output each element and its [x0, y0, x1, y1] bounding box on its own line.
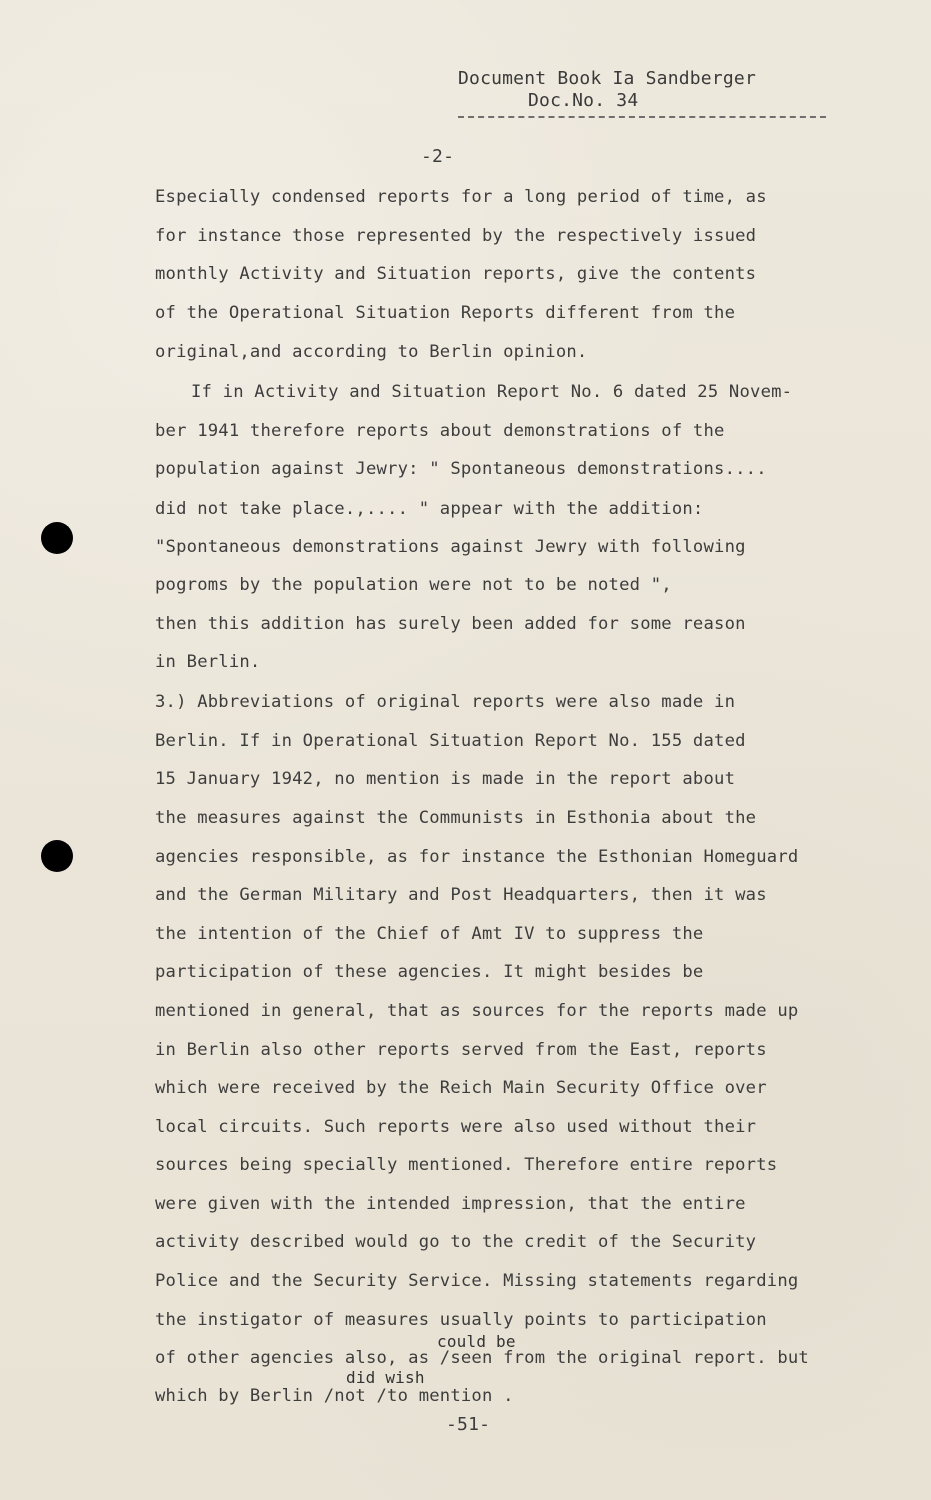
body-line-23: in Berlin also other reports served from the East, reports [155, 1040, 767, 1060]
body-line-13: in Berlin. [155, 652, 261, 672]
body-line-18: agencies responsible, as for instance the Esthonian Homeguard [155, 847, 799, 867]
body-line-2: for instance those represented by the respectively issued [155, 226, 757, 246]
body-line-24: which were received by the Reich Main Security Office over [155, 1078, 767, 1098]
body-line-5: original,and according to Berlin opinion. [155, 342, 588, 362]
body-line-32: which by Berlin /not /to mention . [155, 1386, 514, 1406]
body-line-12: then this addition has surely been added for some reason [155, 614, 746, 634]
body-line-11-text: pogroms by the population were not to be noted ", [155, 575, 672, 595]
body-line-10-text: "Spontaneous demonstrations against Jewry with following [155, 537, 746, 557]
body-line-31: of other agencies also, as /seen from the original report. but [155, 1348, 809, 1368]
body-line-27: were given with the intended impression, that the entire [155, 1194, 746, 1214]
body-line-26: sources being specially mentioned. Therefore entire reports [155, 1155, 778, 1175]
body-line-3: monthly Activity and Situation reports, give the contents [155, 264, 757, 284]
body-line-21: participation of these agencies. It might besides be [155, 962, 704, 982]
document-number: Doc.No. 34 [528, 90, 639, 111]
body-line-4: of the Operational Situation Reports different from the [155, 303, 736, 323]
header-divider [458, 116, 826, 118]
inserted-words-could-be: could be [437, 1332, 516, 1351]
body-line-7: ber 1941 therefore reports about demonstrations of the [155, 421, 725, 441]
body-line-17: the measures against the Communists in Esthonia about the [155, 808, 757, 828]
body-line-10 [155, 535, 746, 559]
body-line-6: If in Activity and Situation Report No. 6 dated 25 Novem- [191, 382, 793, 402]
body-line-28: activity described would go to the credit of the Security [155, 1232, 757, 1252]
body-line-1: Especially condensed reports for a long period of time, as [155, 187, 767, 207]
punch-hole-top [41, 522, 73, 554]
body-line-16: 15 January 1942, no mention is made in the report about [155, 769, 736, 789]
body-line-11 [155, 573, 672, 597]
page-marker: -2- [421, 146, 455, 167]
body-line-30: the instigator of measures usually points to participation [155, 1310, 767, 1330]
punch-hole-bottom [41, 840, 73, 872]
body-line-9: did not take place.,.... " appear with the addition: [155, 499, 704, 519]
body-line-8: population against Jewry: " Spontaneous demonstrations.... [155, 459, 767, 479]
body-line-14: 3.) Abbreviations of original reports were also made in [155, 692, 736, 712]
document-book-title: Document Book Ia Sandberger [458, 68, 756, 89]
body-line-15: Berlin. If in Operational Situation Report No. 155 dated [155, 731, 746, 751]
inserted-words-did-wish: did wish [346, 1368, 425, 1387]
body-line-25: local circuits. Such reports were also used without their [155, 1117, 757, 1137]
body-line-29: Police and the Security Service. Missing statements regarding [155, 1271, 799, 1291]
body-line-19: and the German Military and Post Headquarters, then it was [155, 885, 767, 905]
body-line-20: the intention of the Chief of Amt IV to suppress the [155, 924, 704, 944]
body-line-22: mentioned in general, that as sources for the reports made up [155, 1001, 799, 1021]
footer-page-number: -51- [446, 1414, 491, 1435]
